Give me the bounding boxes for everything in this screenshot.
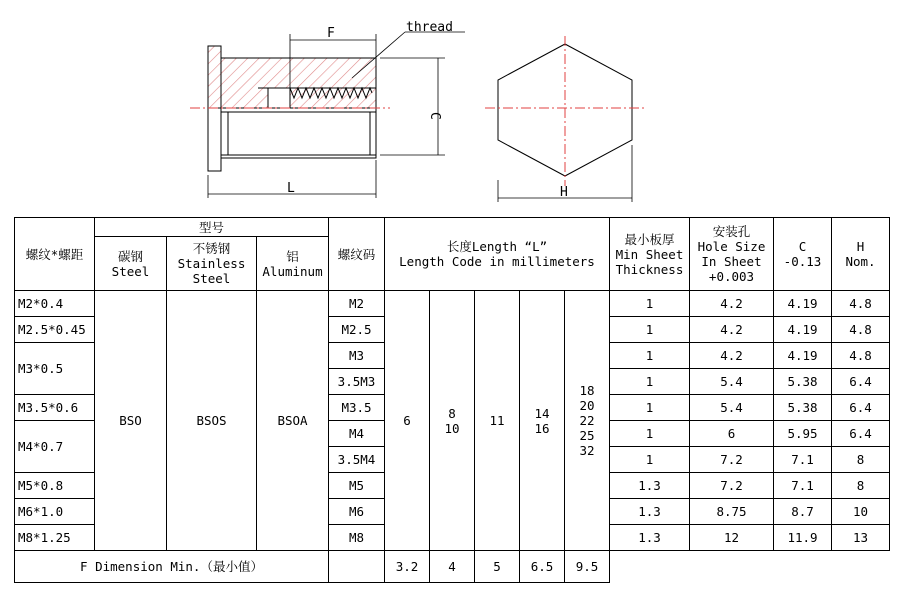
empty-area — [610, 551, 890, 583]
f-dimension-value: 4 — [430, 551, 475, 583]
f-dimension-label: F Dimension Min.（最小值） — [15, 551, 329, 583]
c-cell: 11.9 — [774, 525, 832, 551]
c-cell: 7.1 — [774, 447, 832, 473]
length-cell: 14 16 — [520, 291, 565, 551]
code-cell: M3 — [329, 343, 385, 369]
h-cell: 8 — [832, 473, 890, 499]
min-sheet-header: 最小板厚 Min Sheet Thickness — [610, 218, 690, 291]
code-cell: M3.5 — [329, 395, 385, 421]
min-sheet-cell: 1.3 — [610, 473, 690, 499]
min-sheet-cell: 1.3 — [610, 525, 690, 551]
f-dimension-blank — [329, 551, 385, 583]
hole-cell: 7.2 — [690, 473, 774, 499]
thread-size-header: 螺纹*螺距 — [15, 218, 95, 291]
hole-cell: 4.2 — [690, 343, 774, 369]
type-header: 型号 — [95, 218, 329, 237]
steel-type-cell: BSO — [95, 291, 167, 551]
thread-size-cell: M3.5*0.6 — [15, 395, 95, 421]
f-dimension-value: 9.5 — [565, 551, 610, 583]
technical-drawing — [0, 0, 910, 215]
hole-cell: 5.4 — [690, 395, 774, 421]
hole-cell: 6 — [690, 421, 774, 447]
c-cell: 4.19 — [774, 317, 832, 343]
spec-table — [14, 217, 890, 583]
min-sheet-cell: 1 — [610, 343, 690, 369]
aluminum-type-cell: BSOA — [257, 291, 329, 551]
min-sheet-cell: 1 — [610, 395, 690, 421]
min-sheet-cell: 1 — [610, 317, 690, 343]
h-cell: 10 — [832, 499, 890, 525]
c-cell: 4.19 — [774, 343, 832, 369]
code-cell: 3.5M3 — [329, 369, 385, 395]
code-cell: M5 — [329, 473, 385, 499]
thread-size-cell: M2*0.4 — [15, 291, 95, 317]
c-header: C -0.13 — [774, 218, 832, 291]
thread-size-cell: M5*0.8 — [15, 473, 95, 499]
f-dimension-value: 6.5 — [520, 551, 565, 583]
h-cell: 6.4 — [832, 421, 890, 447]
min-sheet-cell: 1 — [610, 291, 690, 317]
min-sheet-cell: 1 — [610, 369, 690, 395]
steel-header: 碳钢 Steel — [95, 237, 167, 291]
c-cell: 5.95 — [774, 421, 832, 447]
h-label: H — [560, 185, 568, 200]
c-cell: 5.38 — [774, 395, 832, 421]
min-sheet-cell: 1 — [610, 447, 690, 473]
thread-size-cell: M6*1.0 — [15, 499, 95, 525]
hole-cell: 4.2 — [690, 291, 774, 317]
hole-cell: 12 — [690, 525, 774, 551]
code-cell: M2 — [329, 291, 385, 317]
hole-cell: 4.2 — [690, 317, 774, 343]
h-cell: 4.8 — [832, 317, 890, 343]
hole-cell: 5.4 — [690, 369, 774, 395]
c-cell: 5.38 — [774, 369, 832, 395]
c-cell: 7.1 — [774, 473, 832, 499]
code-cell: 3.5M4 — [329, 447, 385, 473]
hole-cell: 7.2 — [690, 447, 774, 473]
length-cell: 18 20 22 25 32 — [565, 291, 610, 551]
h-cell: 6.4 — [832, 395, 890, 421]
hole-cell: 8.75 — [690, 499, 774, 525]
stainless-header: 不锈钢 Stainless Steel — [167, 237, 257, 291]
h-cell: 8 — [832, 447, 890, 473]
length-cell: 11 — [475, 291, 520, 551]
aluminum-header: 铝 Aluminum — [257, 237, 329, 291]
l-label: L — [287, 181, 295, 196]
f-dimension-value: 5 — [475, 551, 520, 583]
code-cell: M2.5 — [329, 317, 385, 343]
h-header: H Nom. — [832, 218, 890, 291]
thread-size-cell: M4*0.7 — [15, 421, 95, 473]
c-label: C — [427, 112, 442, 120]
h-cell: 13 — [832, 525, 890, 551]
thread-size-cell: M8*1.25 — [15, 525, 95, 551]
thread-size-cell: M3*0.5 — [15, 343, 95, 395]
thread-code-header: 螺纹码 — [329, 218, 385, 291]
stainless-type-cell: BSOS — [167, 291, 257, 551]
min-sheet-cell: 1 — [610, 421, 690, 447]
min-sheet-cell: 1.3 — [610, 499, 690, 525]
c-cell: 8.7 — [774, 499, 832, 525]
h-cell: 4.8 — [832, 343, 890, 369]
h-cell: 4.8 — [832, 291, 890, 317]
length-cell: 6 — [385, 291, 430, 551]
code-cell: M6 — [329, 499, 385, 525]
thread-label: thread — [406, 20, 453, 35]
h-cell: 6.4 — [832, 369, 890, 395]
code-cell: M8 — [329, 525, 385, 551]
hole-size-header: 安装孔 Hole Size In Sheet +0.003 — [690, 218, 774, 291]
length-header: 长度Length “L” Length Code in millimeters — [385, 218, 610, 291]
code-cell: M4 — [329, 421, 385, 447]
f-dimension-value: 3.2 — [385, 551, 430, 583]
f-label: F — [327, 26, 335, 41]
length-cell: 8 10 — [430, 291, 475, 551]
thread-size-cell: M2.5*0.45 — [15, 317, 95, 343]
c-cell: 4.19 — [774, 291, 832, 317]
